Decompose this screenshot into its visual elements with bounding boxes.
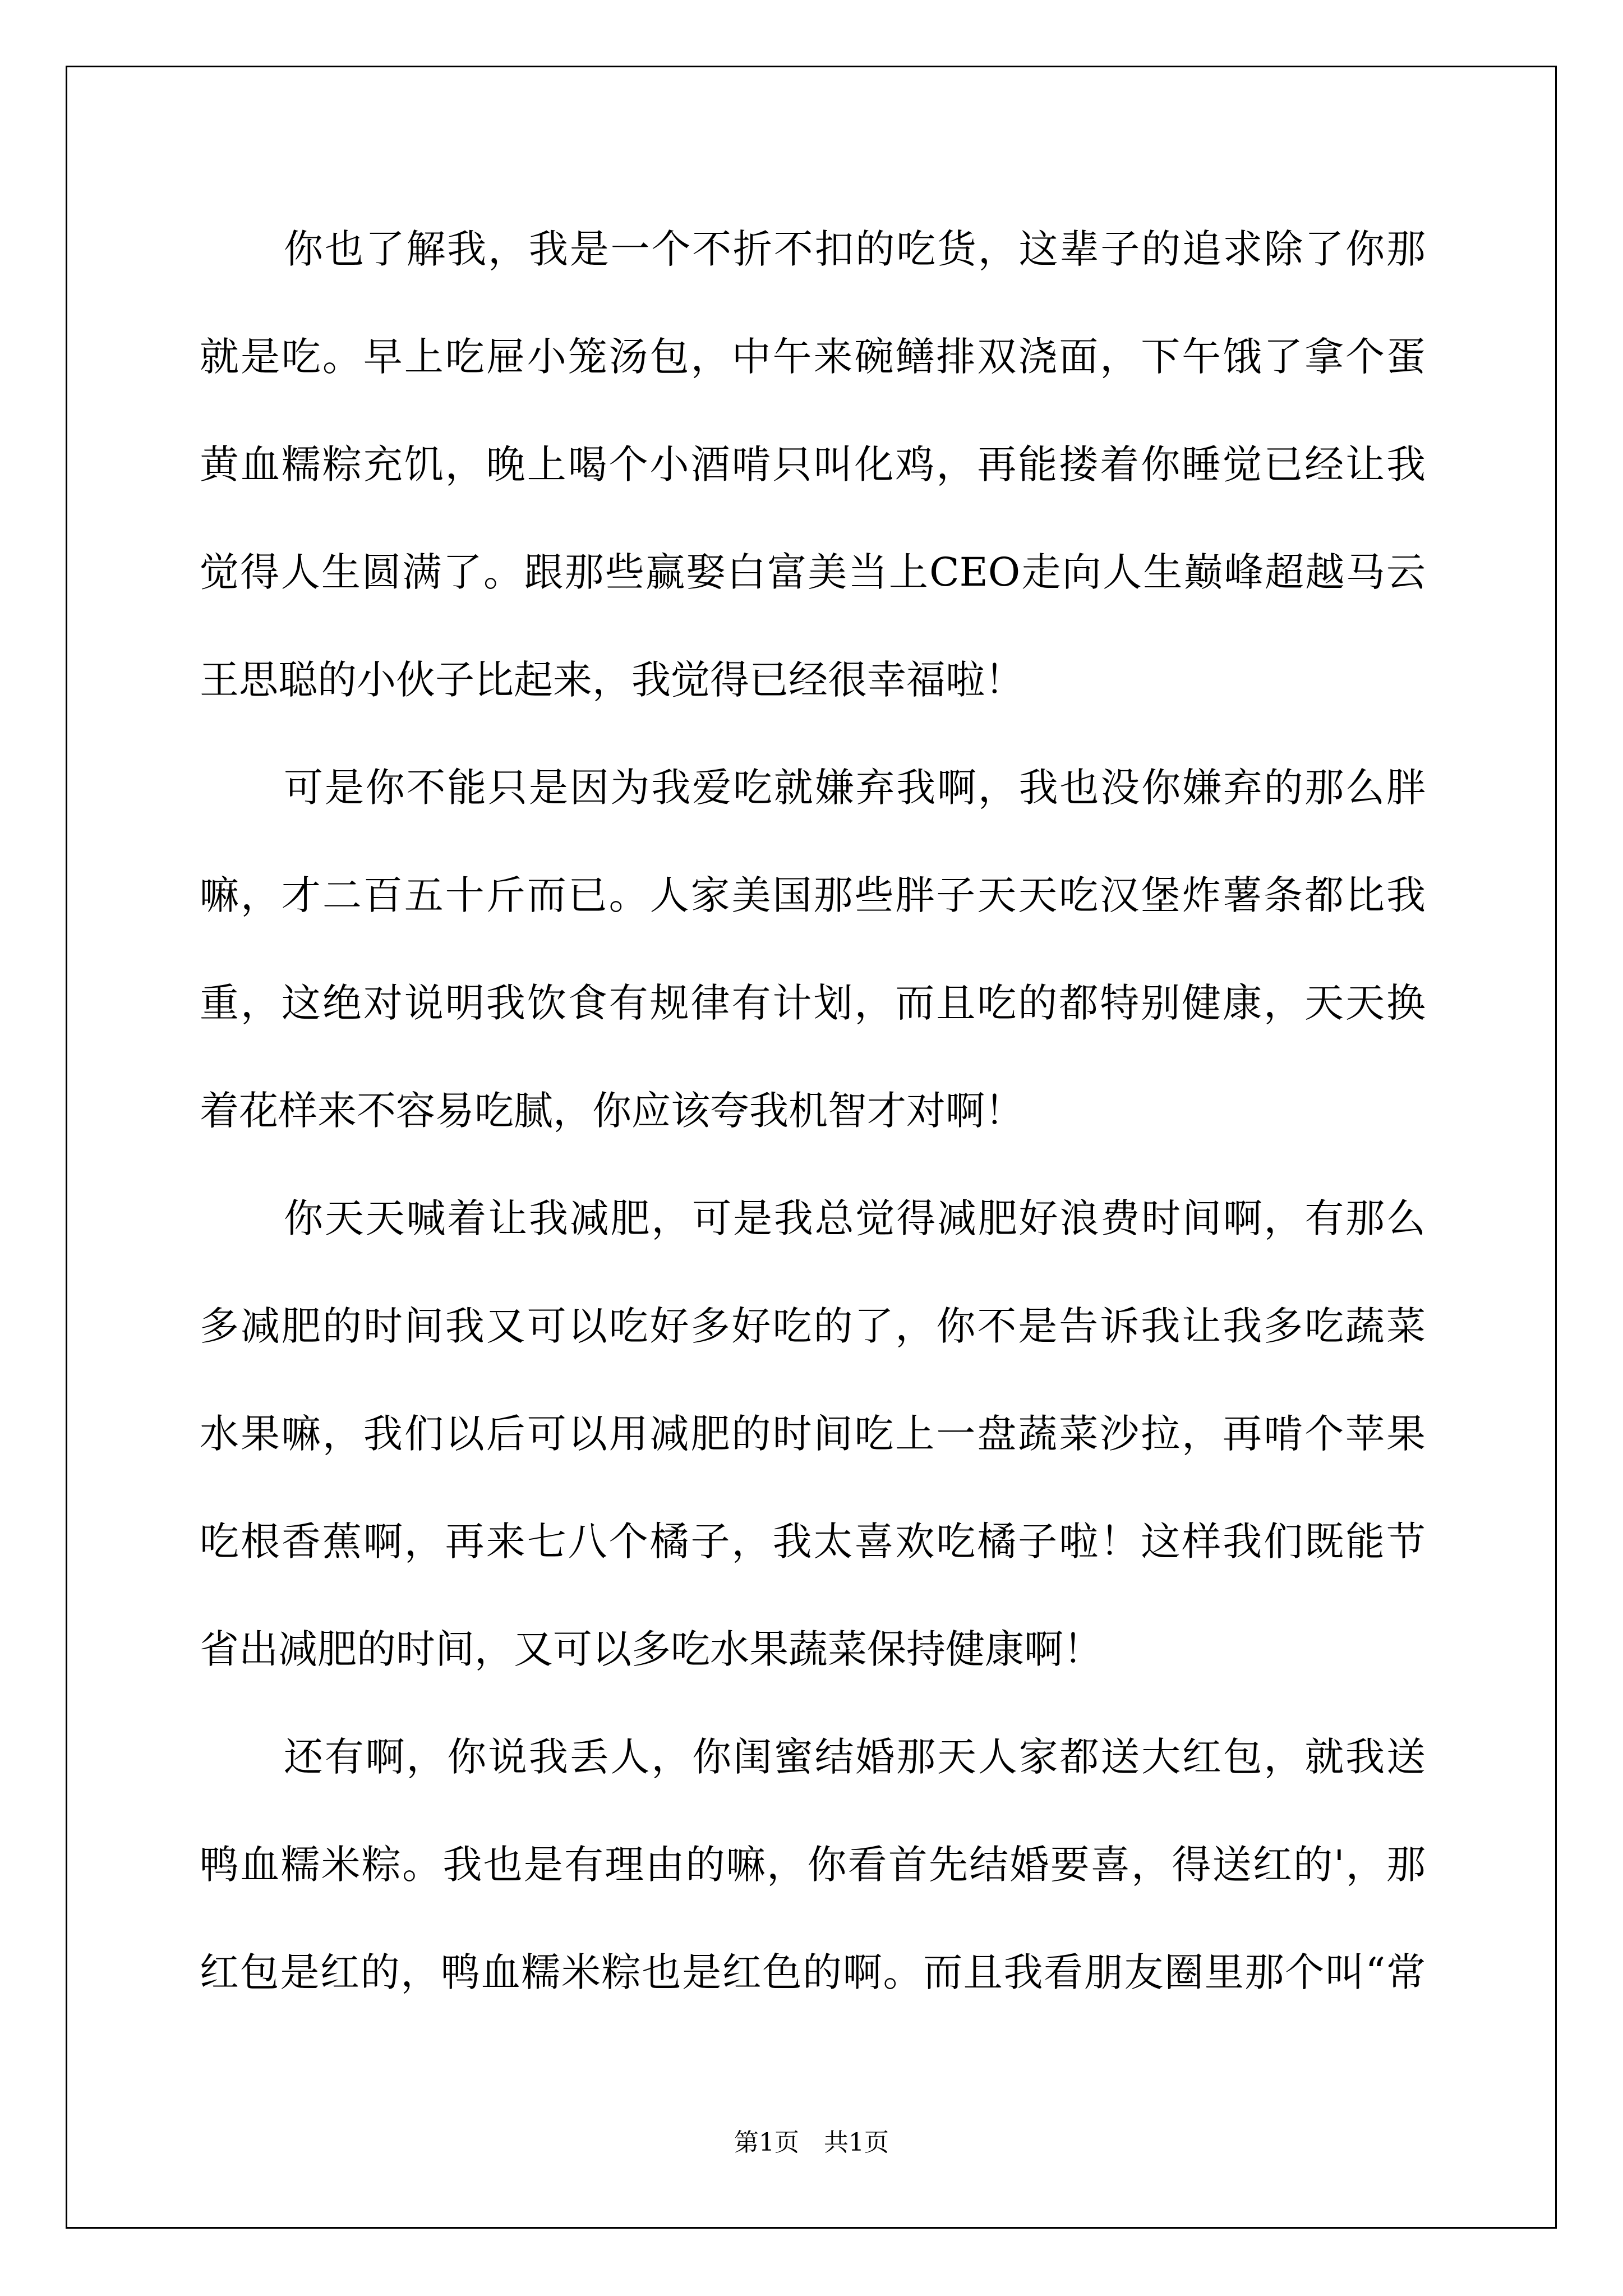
p2-line-2: 嘛，才二百五十斤而已。人家美国那些胖子天天吃汉堡炸薯条都比我 [200, 872, 1426, 918]
page-footer: 第1页 共1页 [734, 2128, 889, 2157]
p4-line-1: 还有啊，你说我丢人，你闺蜜结婚那天人家都送大红包，就我送 [284, 1734, 1426, 1780]
p3-line-2: 多减肥的时间我又可以吃好多好吃的了，你不是告诉我让我多吃蔬菜 [200, 1303, 1426, 1349]
p2-line-3: 重，这绝对说明我饮食有规律有计划，而且吃的都特别健康，天天换 [200, 980, 1426, 1026]
p2-line-4: 着花样来不容易吃腻，你应该夸我机智才对啊！ [200, 1088, 1024, 1134]
p4-line-3: 红包是红的，鸭血糯米粽也是红色的啊。而且我看朋友圈里那个叫“常 [200, 1949, 1426, 1995]
p1-line-5: 王思聪的小伙子比起来，我觉得已经很幸福啦！ [200, 657, 1024, 703]
p2-line-1: 可是你不能只是因为我爱吃就嫌弃我啊，我也没你嫌弃的那么胖 [284, 765, 1426, 811]
p4-line-2: 鸭血糯米粽。我也是有理由的嘛，你看首先结婚要喜，得送红的'，那 [200, 1842, 1426, 1888]
p3-line-5: 省出减肥的时间，又可以多吃水果蔬菜保持健康啊！ [200, 1626, 1103, 1672]
p1-line-2: 就是吃。早上吃屉小笼汤包，中午来碗鳝排双浇面，下午饿了拿个蛋 [200, 334, 1426, 380]
p3-line-1: 你天天喊着让我减肥，可是我总觉得减肥好浪费时间啊，有那么 [284, 1195, 1426, 1241]
p3-line-4: 吃根香蕉啊，再来七八个橘子，我太喜欢吃橘子啦！这样我们既能节 [200, 1519, 1426, 1565]
p1-line-1: 你也了解我，我是一个不折不扣的吃货，这辈子的追求除了你那 [284, 226, 1426, 272]
p3-line-3: 水果嘛，我们以后可以用减肥的时间吃上一盘蔬菜沙拉，再啃个苹果 [200, 1411, 1426, 1457]
p1-line-4: 觉得人生圆满了。跟那些赢娶白富美当上CEO走向人生巅峰超越马云 [200, 549, 1426, 595]
p1-line-3: 黄血糯粽充饥，晚上喝个小酒啃只叫化鸡，再能搂着你睡觉已经让我 [200, 441, 1426, 487]
